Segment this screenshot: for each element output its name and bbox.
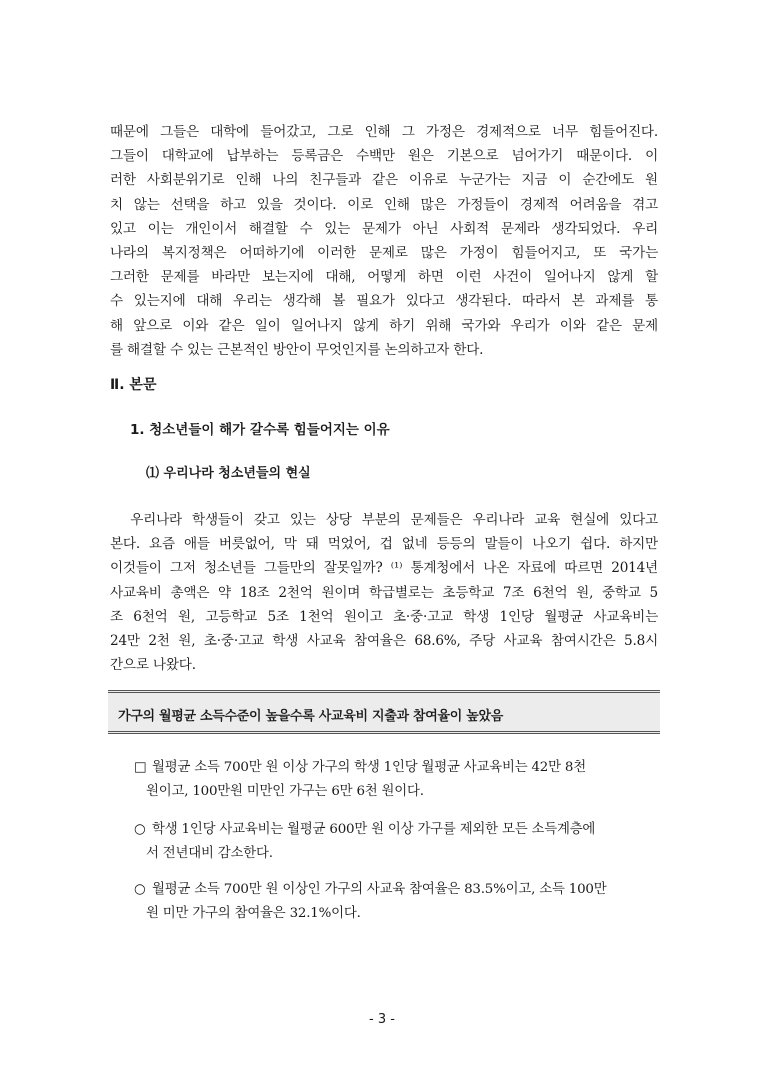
body-line: 이것들이 그저 청소년들 그들만의 잘못일까? ⁽¹⁾ 통계청에서 나온 자료에 따르면 2014년 xyxy=(110,560,658,577)
intro-line: 를 해결할 수 있는 근본적인 방안이 무엇인지를 논의하고자 한다. xyxy=(110,341,484,358)
body-line: 조 6천억 원, 고등학교 5조 1천억 원이고 초·중·고교 학생 1인당 월평균 사교육비는 xyxy=(110,608,658,625)
intro-line: 때문에 그들은 대학에 들어갔고, 그로 인해 그 가정은 경제적으로 너무 힘들어진다. xyxy=(110,124,658,140)
list-item xyxy=(134,878,658,926)
intro-line: 수 있는지에 대해 우리는 생각해 볼 필요가 있다고 생각된다. 따라서 본 과제를 통 xyxy=(110,293,658,310)
list-item-line: 원 미만 가구의 참여율은 32.1%이다. xyxy=(146,906,361,921)
list-item-line: 원이고, 100만원 미만인 가구는 6만 6천 원이다. xyxy=(146,784,424,799)
intro-line: 치 않는 선택을 하고 있을 것이다. 이로 인해 많은 가정들이 경제적 어려움을 겪고 xyxy=(110,196,658,213)
subsub-heading: ⑴ 우리나라 청소년들의 현실 xyxy=(146,466,311,481)
intro-line: 나라의 복지정책은 어떠하기에 이러한 문제로 많은 가정이 힘들어지고, 또 국가는 xyxy=(110,245,658,262)
intro-line: 있고 이는 개인이서 해결할 수 있는 문제가 아닌 사회적 문제라 생각되었다. 우리 xyxy=(110,220,658,237)
intro-paragraph xyxy=(110,120,658,362)
body-line: 본다. 요즘 애들 버릇없어, 막 돼 먹었어, 겁 없네 등등의 말들이 나오기 쉽다. 하지만 xyxy=(110,536,658,553)
summary-box xyxy=(108,690,660,734)
intro-line: 그들이 대학교에 납부하는 등록금은 수백만 원은 기본으로 넘어가기 때문이다. 이 xyxy=(110,148,658,165)
body-line: 우리나라 학생들이 갖고 있는 상당 부분의 문제들은 우리나라 교육 현실에 있다고 xyxy=(110,512,658,528)
circle-bullet-icon: ○ xyxy=(134,882,146,897)
body-line: 24만 2천 원, 초·중·고교 학생 사교육 참여율은 68.6%, 주당 사교육 참여시간은 5.8시 xyxy=(110,633,658,650)
list-item xyxy=(134,756,658,804)
summary-box-title: 가구의 월평균 소득수준이 높을수록 사교육비 지출과 참여율이 높았음 xyxy=(118,709,504,724)
list-item xyxy=(134,818,658,866)
section-heading: Ⅱ. 본문 xyxy=(110,377,157,393)
checkbox-square-icon: □ xyxy=(134,760,147,775)
list-item-line: 서 전년대비 감소한다. xyxy=(146,846,273,861)
list-item-line: 학생 1인당 사교육비는 월평균 600만 원 이상 가구를 제외한 모든 소득계층에 xyxy=(152,822,596,837)
circle-bullet-icon: ○ xyxy=(134,822,146,837)
intro-line: 해 앞으로 이와 같은 일이 일어나지 않게 하기 위해 국가와 우리가 이와 같은 문제 xyxy=(110,317,658,334)
body-paragraph xyxy=(110,508,658,677)
intro-line: 그러한 문제를 바라만 보는지에 대해, 어떻게 하면 이런 사건이 일어나지 않게 할 xyxy=(110,269,658,286)
list-item-line: 월평균 소득 700만 원 이상인 가구의 사교육 참여율은 83.5%이고, 소득 100만 xyxy=(152,882,607,897)
body-line: 사교육비 총액은 약 18조 2천억 원이며 학급별로는 초등학교 7조 6천억 원, 중학교 5 xyxy=(110,584,658,601)
page-number: - 3 - xyxy=(369,1012,395,1027)
list-item-line: 월평균 소득 700만 원 이상 가구의 학생 1인당 월평균 사교육비는 42만 8천 xyxy=(152,760,586,775)
sub-heading: 1. 청소년들이 해가 갈수록 힘들어지는 이유 xyxy=(130,422,390,438)
body-line: 간으로 나왔다. xyxy=(110,657,196,674)
intro-line: 러한 사회분위기로 인해 나의 친구들과 같은 이유로 누군가는 지금 이 순간에도 원 xyxy=(110,172,658,189)
